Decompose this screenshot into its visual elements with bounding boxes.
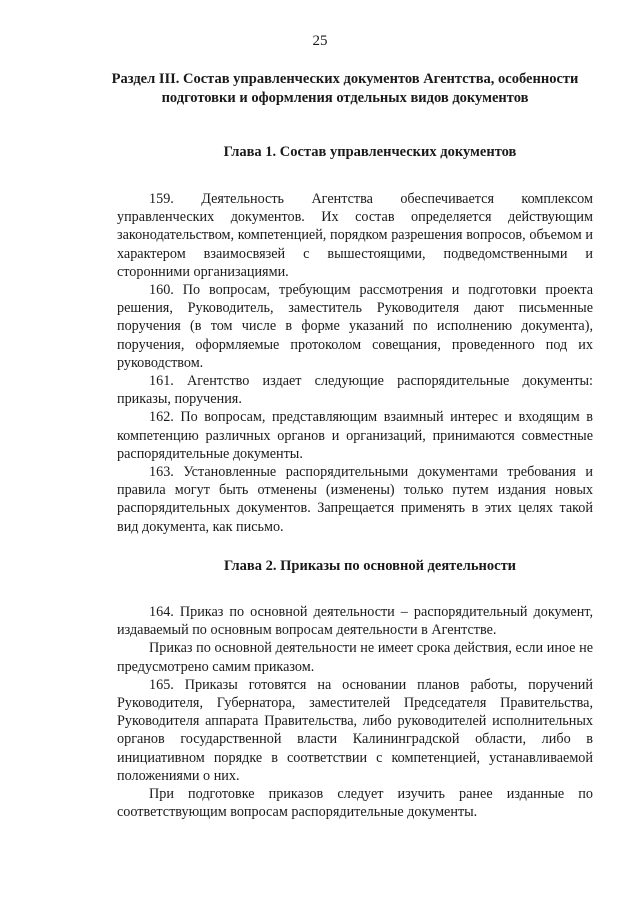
chapter-2-body <box>117 603 593 821</box>
paragraph-161: 161. Агентство издает следующие распорядительные документы: приказы, поручения. <box>117 373 593 408</box>
paragraph-165: 165. Приказы готовятся на основании планов работы, поручений Руководителя, Губернатора, заместителей Председателя Правительства, Руководителя аппарата Правительства, либо руководителей исполнительных органов государственной власти Калининградской области, либо в инициативном порядке в соответствии с компетенцией, устанавливаемой положениями о них. <box>117 676 593 784</box>
chapter-1-title: Глава 1. Состав управленческих документов <box>223 144 517 160</box>
paragraph-165-note: При подготовке приказов следует изучить ранее изданные по соответствующим вопросам распорядительные документы. <box>117 786 593 821</box>
section-title: Раздел III. Состав управленческих документов Агентства, особенности подготовки и оформления отдельных видов документов <box>111 71 579 106</box>
paragraph-163: 163. Установленные распорядительными документами требования и правила могут быть отменены (изменены) только путем издания новых распорядительных документов. Запрещается применять в этих целях такой вид документа, как письмо. <box>117 464 593 535</box>
paragraph-164: 164. Приказ по основной деятельности – распорядительный документ, издаваемый по основным вопросам деятельности в Агентстве. <box>117 604 593 639</box>
paragraph-162: 162. По вопросам, представляющим взаимный интерес и входящим в компетенцию различных органов и организаций, принимаются совместные распорядительные документы. <box>117 409 593 462</box>
paragraph-159: 159. Деятельность Агентства обеспечивается комплексом управленческих документов. Их состав определяется действующим законодательством, компетенцией, порядком разрешения вопросов, объемом и характером взаимосвязей с вышестоящими, подведомственными и сторонними организациями. <box>117 191 593 280</box>
page-number: 25 <box>312 33 328 49</box>
chapter-2-title: Глава 2. Приказы по основной деятельности <box>223 558 517 574</box>
paragraph-164-note: Приказ по основной деятельности не имеет срока действия, если иное не предусмотрено самим приказом. <box>117 640 593 675</box>
paragraph-160: 160. По вопросам, требующим рассмотрения и подготовки проекта решения, Руководитель, заместитель Руководителя дают письменные поручения (в том числе в форме указаний по исполнению документа), поручения, оформляемые протоколом совещания, проведенного под их руководством. <box>117 282 593 371</box>
chapter-1-body <box>117 190 593 536</box>
